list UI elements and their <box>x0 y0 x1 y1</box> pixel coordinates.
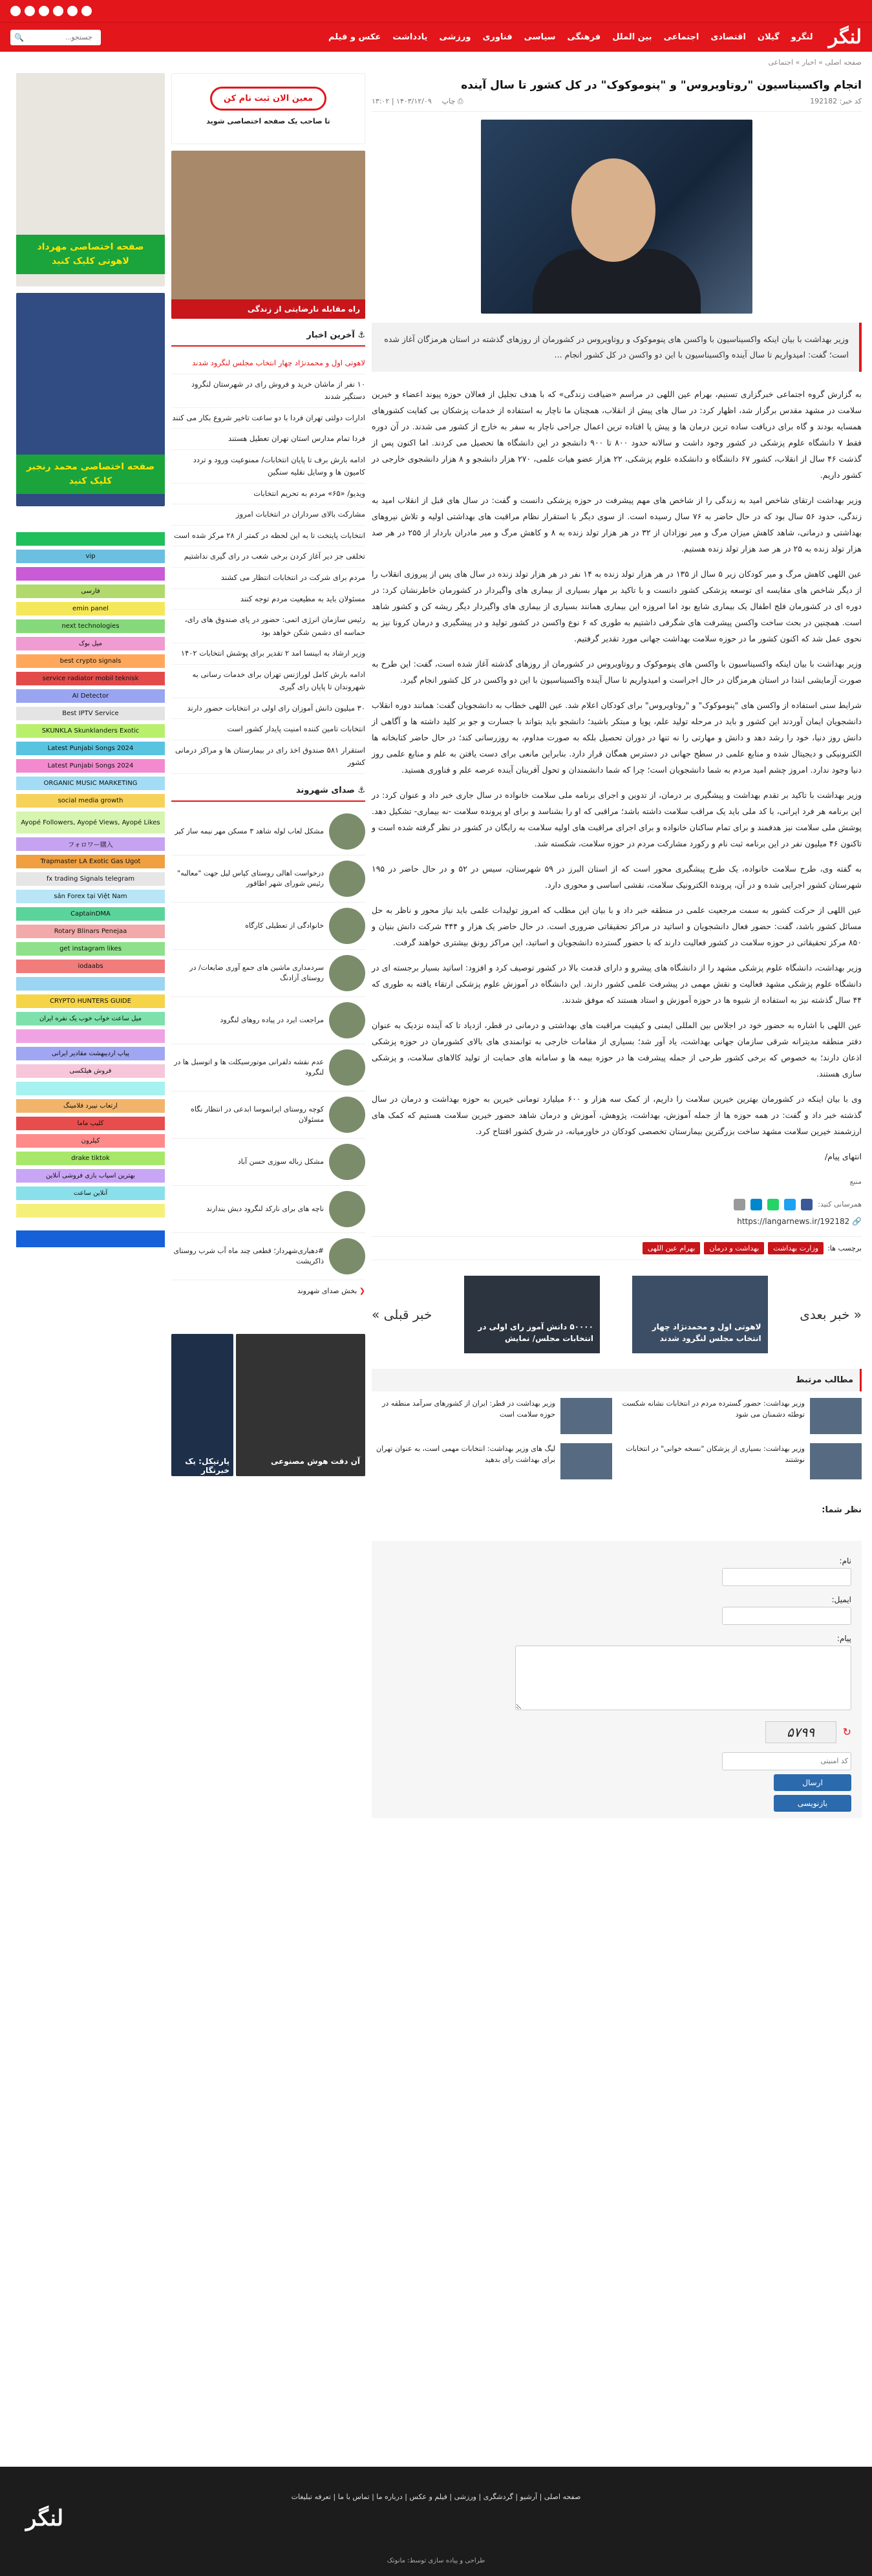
next-article-link[interactable]: « خبر بعدی <box>800 1306 862 1322</box>
text-ad[interactable]: Ayopé Followers, Ayopé Views, Ayopé Likes <box>16 811 165 833</box>
menu-item[interactable]: اقتصادی <box>710 32 746 42</box>
menu-item[interactable]: بین الملل <box>612 32 652 42</box>
article-lead: وزیر بهداشت با بیان اینکه واکسیناسیون با واکسن های پنوموکوک و روتاویروس در کشورمان از روزهای گذشته در استان هرمزگان آغاز شده است؛ گفت: امیدواریم تا سال آینده واکسیناسیون با این دو واکسن در کل کشور انجام ... <box>372 323 862 372</box>
text-ad[interactable]: کیلرون <box>16 1134 165 1148</box>
paragraph: وی با بیان اینکه در کشورمان بهترین خیرین سلامت را داریم، از کمک سه هزار و ۶۰۰ میلیارد تومانی خیرین به حوزه بهداشت و درمان در سال گذشته خبر داد و گفت: در همه حوزه ها از جمله آموزش، بهداشت، پژوهش، آموزش و درمان شاهد حضور خیرین سلامت هستیم که کمک های ارزشمند خیرین سلامت مشهد ساخت بزرگترین بیمارستان تخصصی کودکان در خاورمیانه، در شرق کشور افتتاح کرد. <box>372 1093 862 1136</box>
news-item[interactable]: ۳۰ میلیون دانش آموزان رای اولی در انتخابات حضور دارند <box>171 698 365 720</box>
instagram-icon[interactable] <box>10 6 21 16</box>
paragraph: عین اللهی کاهش مرگ و میر کودکان زیر ۵ سال از ۱۳۵ در هر هزار تولد زنده به ۱۴ نفر در هر هزار تولد زنده در سال های پس از پیروزی انقلاب را از دیگر شاخص های مقایسه ای توسعه پزشکی کشور دانست و با تاکید بر مهار بسیاری از بیماری های واگیردار در کشورمان خاطرنشان کرد: در دوره ای در کشورمان فلج اطفال یک بیماری شایع بود اما امروزه این بیماری همانند بسیاری از بیماری های واگیردار دیگر ریشه کن و کشور شاهد است. همچنین در بحث ساخت واکسن پیشرفت های شگرفی داشتیم به طوری که ۶ نوع واکسن در کشور تولید و در پیشگیری و درمان کرونا نیز به نحوی عمل شد که اکنون کشور ما در حوزه سلامت بهداشت جهانی مورد تقدیر گرفتیم. <box>372 568 862 643</box>
related-item[interactable]: وزیر بهداشت: حضور گسترده مردم در انتخابات نشانه شکست توطئه دشمنان می شود <box>621 1398 862 1434</box>
paragraph: انتهای پیام/ <box>824 1151 862 1161</box>
paragraph: وزیر بهداشت، دانشگاه علوم پزشکی مشهد را از دانشگاه های پیشرو و دارای قدمت بالا در کشور توصیف کرد و افزود: اساتید بسیار برجسته ای در دانشگاه علوم پزشکی مشهد فعالیت و نقش مهمی در پیشرفت علمی کشور دارند. این دانشگاه در آموزش علوم پزشکی ارتقاء یافته به طوری که ۴۴ سال گذشته نیز به استفاده از شیوه ها در حوزه آموزش و استاد هستند که موفق شدند. <box>372 962 862 1005</box>
citizen-voice-list <box>171 808 365 1280</box>
voice-item[interactable]: درخواست اهالی روستای کپاس لیل جهت "معالبه" رئیس شورای شهر اطاقور <box>171 855 365 903</box>
paragraph: شرایط سنی استفاده از واکسن های "پنوموکوک" و "روتاویروس" برای کودکان اعلام شد. عین اللهی خطاب به دانشجویان گفت: همانند دوره انقلاب دانشجویان ایمان آوردند این کشور و باید در مرحله تولید علم، پویا و مبتکر باشید؛ دانشجو باید بتواند با جسارت و جو بر کلید داشته ها و آگاهی از دانش روز دنیا، خود را رشد دهد و دانش و مهارتی را نه تنها در دوران تحصیل بلکه به صورت مداوم، به روزرسانی کند؛ در حال حاضر کتابخانه ها الکترونیکی و دیجیتال شده و منابع علمی در سطح جهانی در دسترس همگان قرار دارد. بنابراین مانعی برای دست یافتن به علم و منابع علمی روز دنیا وجود ندارد. امروز چشم امید مردم به شما دانشجویان است؛ چرا که شما دانشمندان و تحول آفرینان آینده عرصه علم و فناوری هستید. <box>372 700 862 775</box>
menu-item[interactable]: لنگرو <box>791 32 813 42</box>
source-label: منبع <box>849 1177 862 1186</box>
text-ad[interactable]: کلیپ ماما <box>16 1117 165 1130</box>
footer <box>0 2467 872 2576</box>
text-ad[interactable]: best crypto signals <box>16 654 165 668</box>
search-input[interactable] <box>28 34 92 41</box>
social-links <box>10 6 92 16</box>
citizen-voice-heading: ⚓ صدای شهروند <box>171 780 365 802</box>
text-ad[interactable]: میل بوک <box>16 637 165 650</box>
tag[interactable]: وزارت بهداشت <box>768 1242 824 1254</box>
paragraph: وزیر بهداشت با تاکید بر تقدم بهداشت و پیشگیری بر درمان، از تدوین و اجرای برنامه ملی سلامت خانواده در سال جاری خبر داد و عنوان کرد: در این برنامه هر فرد ایرانی، با کد ملی باید یک مراقب سلامت داشته باشد؛ مراقبی که او را بشناسد و برای او پرونده سلامت -نه بیماری- تشکیل دهد. پوشش ملی سلامت نیز هدفمند و برای تمام ساکنان خانواده و برای اجرای مراقبت های اولیه سلامت به رایگان در کشور در نظر گرفته شده است و تاکنون ۴۶ میلیون نفر در این برنامه ثبت نام و رکورد مشارکت مردم در حوزه سلامت، شکسته شد. <box>372 789 862 848</box>
captcha-input[interactable] <box>722 1752 851 1770</box>
menu-item[interactable]: یادداشت <box>392 32 428 42</box>
breadcrumb: صفحه اصلی » اخبار » اجتماعی <box>768 58 862 67</box>
main-nav <box>0 22 872 52</box>
menu-item[interactable]: فرهنگی <box>567 32 601 42</box>
text-ad[interactable]: drake tiktok <box>16 1152 165 1165</box>
text-ad[interactable] <box>16 977 165 991</box>
text-ad[interactable] <box>16 1029 165 1043</box>
search-icon[interactable]: 🔍 <box>14 32 24 42</box>
article-title: انجام واکسیناسیون "روتاویروس" و "پنوموکوک" در کل کشور تا سال آینده <box>461 79 862 92</box>
news-item[interactable]: انتخابات تامین کننده امنیت پایدار کشور است <box>171 719 365 740</box>
paragraph: وزیر بهداشت ارتقای شاخص امید به زندگی را از شاخص های مهم پیشرفت در حوزه پزشکی دانست و گفت: در سال های قبل از انقلاب امید به زندگی، حدود ۵۶ سال بود که در حال حاضر به ۷۶ سال رسیده است. از سوی دیگر با استقرار نظام مراقبت های بهداشتی اولیه و تلاش نیروهای بهداشتی و درمانی، شاهد کاهش میزان مرگ و میر نوزادان از ۳۲ در هر هزار تولد زنده به ۸ و کاهش مرگ و میر مادران باردار از ۲۵۵ در هر صد هزار تولد زنده به ۲۵ در هر صد هزار تولد زنده هستیم. <box>372 495 862 553</box>
featured-story[interactable]: راه مقابله نارضایتی از زندگی <box>171 151 365 319</box>
text-ad[interactable] <box>16 1082 165 1095</box>
article-meta <box>372 97 862 112</box>
submit-button[interactable]: ارسال <box>774 1774 851 1791</box>
name-field[interactable] <box>722 1568 851 1586</box>
rss-icon[interactable] <box>81 6 92 16</box>
paragraph: وزیر بهداشت با بیان اینکه واکسیناسیون با واکسن های پنوموکوک و روتاویروس در کشورمان از روزهای گذشته آغاز شده است، گفت: این طرح به صورت آزمایشی ابتدا در استان هرمزگان در حال اجراست و امیدواریم تا سال آینده واکسیناسیون با این دو واکسن در کل کشور انجام گیرد. <box>372 658 862 685</box>
captcha-refresh-icon[interactable]: ↻ <box>842 1726 851 1739</box>
latest-news-list <box>171 353 365 774</box>
voice-item[interactable]: خانوادگی از تعطیلی کارگاه <box>171 903 365 950</box>
text-ad[interactable]: service radiator mobil teknisk <box>16 672 165 685</box>
text-ad[interactable]: Rotary Blinars Penejaa <box>16 925 165 938</box>
menu-item[interactable]: فناوری <box>482 32 513 42</box>
reset-button[interactable]: بازنویسی <box>774 1795 851 1812</box>
facebook-icon[interactable] <box>801 1199 813 1210</box>
publish-date: ۱۴۰۳/۱۲/۰۹ | ۱۳:۰۲ <box>372 97 432 106</box>
news-item[interactable]: تخلفی جز دیر آغاز کردن برخی شعب در رای گیری نداشتیم <box>171 546 365 568</box>
email-field[interactable] <box>722 1607 851 1625</box>
comment-form <box>372 1505 862 1818</box>
related-heading: مطالب مرتبط <box>372 1369 862 1391</box>
twitter-icon[interactable] <box>25 6 35 16</box>
text-ad[interactable]: ORGANIC MUSIC MARKETING <box>16 777 165 790</box>
menu-item[interactable]: ورزشی <box>439 32 471 42</box>
related-thumb <box>810 1443 862 1479</box>
footer-logo[interactable]: لنگر <box>26 2506 64 2531</box>
site-logo[interactable]: لنگر <box>828 26 862 48</box>
text-ad[interactable]: فارسی <box>16 585 165 598</box>
text-ad[interactable]: ارتعاب نیبرد فلامینگ <box>16 1099 165 1113</box>
name-label: نام: <box>839 1556 851 1565</box>
middle-sidebar <box>171 73 365 1818</box>
message-field[interactable] <box>515 1646 851 1710</box>
next-article-card[interactable]: لاهوتی اول و محمدنژاد چهار انتخاب مجلس لنگرود شدند <box>632 1276 768 1353</box>
text-ad[interactable]: social media growth <box>16 794 165 808</box>
news-item[interactable]: مردم برای شرکت در انتخابات انتظار می کشند <box>171 568 365 589</box>
news-item[interactable]: ویدیو/ «۶۵» مردم به تحریم انتخابات <box>171 484 365 505</box>
menu-item[interactable]: اجتماعی <box>663 32 699 42</box>
video-strip <box>171 1334 365 1483</box>
text-ad[interactable]: CRYPTO HUNTERS GUIDE <box>16 994 165 1008</box>
article-navigation <box>372 1276 862 1353</box>
news-item[interactable]: استقرار ۵۸۱ صندوق اخذ رای در بیمارستان ها و مراکز درمانی کشور <box>171 740 365 774</box>
footer-links[interactable]: صفحه اصلی | آرشیو | گردشگری | ورزشی | فیلم و عکس | درباره ما | تماس با ما | تعرفه تبلیغات <box>291 2493 581 2501</box>
text-ad[interactable]: next technologies <box>16 619 165 633</box>
text-ad[interactable]: SKUNKLA Skunklanders Exotic <box>16 724 165 738</box>
related-item[interactable]: لیگ های وزیر بهداشت: انتخابات مهمی است، به عنوان تهران برای بهداشت رای بدهید <box>372 1443 612 1479</box>
register-ad[interactable]: معین الان ثبت نام کن تا صاحب یک صفحه اختصاصی شوید <box>171 73 365 144</box>
text-ad[interactable]: AI Detector <box>16 689 165 703</box>
news-item[interactable]: ادامه بارش کامل لوراژنس تهران برای خدمات رسانی به شهروندان تا پایان رای گیری <box>171 665 365 698</box>
text-ad[interactable]: フォロワー購入 <box>16 837 165 851</box>
latest-news-heading: ⚓ آخرین اخبار <box>171 325 365 347</box>
news-item[interactable]: ۱۰ نفر از ماشان خرید و فروش رای در شهرستان لنگرود دستگیر شدند <box>171 374 365 408</box>
text-ad[interactable]: emin panel <box>16 602 165 616</box>
paragraph: به گفته وی، طرح سلامت خانواده، یک طرح پیشگیری محور است که از استان البرز در ۵۹ شهرستان، سیس در ۵۲ و در حال حاضر در ۱۹۵ شهرستان کشور اجرایی شده و در آن، پرونده الکترونیک سلامت، نقشی اساسی و محوری دارد. <box>372 863 862 890</box>
video-card[interactable]: پارتیکل: یک خبرنگار <box>171 1334 233 1476</box>
menu-item[interactable]: سیاسی <box>524 32 556 42</box>
twitter-icon[interactable] <box>784 1199 796 1210</box>
news-code: کد خبر: 192182 <box>810 97 862 106</box>
related-item[interactable]: وزیر بهداشت در قطر: ایران از کشورهای سرآمد منطقه در حوزه سلامت است <box>372 1398 612 1434</box>
text-ad[interactable]: آنلاین ساعت <box>16 1186 165 1200</box>
text-ads <box>16 532 165 1218</box>
prev-article-card[interactable]: ۵۰۰۰۰ دانش آموز رای اولی در انتخابات مجلس/ نمایش <box>464 1276 600 1353</box>
aparat-icon[interactable] <box>67 6 78 16</box>
paragraph: به گزارش گروه اجتماعی خبرگزاری تسنیم، بهرام عین اللهی در مراسم «ضیافت زندگی» که با هدف تجلیل از فعالان حوزه پیوند اعضاء و خیرین سلامت در مشهد مقدس برگزار شد، اظهار کرد: در سال های پیش از انقلاب، همچنان ما ناچار به استفاده از خدمات پزشکان بی کفایت کشورهای همسایه بودند و گاه برای دریافت ساده ترین درمان ها و پیش پا افتاده ترین اعمال جراحی ناچار به سفر به خارج از کشور می شدند. در آن دوره فقط ۷ دانشگاه علوم پزشکی در کشور وجود داشت و سالانه حدود ۸۰۰ تا ۹۰۰ دانشجو در این دانشگاه ها تحصیل می کردند. اما اکنون پس از گذشت ۴۶ سال از انقلاب، کشور ۶۷ دانشگاه و دانشکده علوم پزشکی، ۲۲ هزار عضو هیات علمی، ۲۷۰ هزار دانشجو و ۸ هزار دانشجوی خارجی در کشور داریم. <box>372 389 862 480</box>
voice-item[interactable]: #دهیاری‌شهردار؛ قطعی چند ماه آب شرب روستای ذاکرپشت <box>171 1233 365 1280</box>
text-ad[interactable] <box>16 1204 165 1218</box>
news-item[interactable]: انتخابات پایتخت تا به این لحظه در کمتر از ۲۸ مرکز شده است <box>171 526 365 547</box>
banner-ad[interactable] <box>16 1230 165 1247</box>
text-ad[interactable]: fx trading Signals telegram <box>16 872 165 886</box>
voice-item[interactable]: عدم نقشه دلفرانی موتورسیکلت ها و اتوسبل ها در لنگرود <box>171 1044 365 1091</box>
candidate-ad[interactable]: صفحه اختصاصی مهرداد لاهوتی کلیک کنید <box>16 73 165 286</box>
voice-more-link[interactable]: ❮ بخش صدای شهروند <box>297 1287 365 1296</box>
whatsapp-icon[interactable] <box>53 6 63 16</box>
tags-label: برچسب ها: <box>827 1243 862 1252</box>
related-item[interactable]: وزیر بهداشت: بسیاری از پزشکان "نسخه خوانی" در انتخابات نوشتند <box>621 1443 862 1479</box>
captcha-row <box>382 1721 851 1743</box>
related-thumb <box>560 1398 612 1434</box>
text-ad[interactable]: Latest Punjabi Songs 2024 <box>16 742 165 755</box>
text-ad[interactable]: Best IPTV Service <box>16 707 165 720</box>
text-ad[interactable]: فروش هیلکسی <box>16 1064 165 1078</box>
print-button[interactable]: ⎙ چاپ <box>441 97 463 106</box>
whatsapp-icon[interactable] <box>767 1199 779 1210</box>
text-ad[interactable]: بهترین اسپاب بازی فروشی آنلاین <box>16 1169 165 1183</box>
text-ad[interactable] <box>16 532 165 546</box>
news-item[interactable]: لاهوتی اول و محمدنژاد چهار انتخاب مجلس لنگرود شدند <box>171 353 365 374</box>
text-ad[interactable]: sản Forex tại Việt Nam <box>16 890 165 903</box>
text-ad[interactable]: CaptainDMA <box>16 907 165 921</box>
prev-article-link[interactable]: خبر قبلی » <box>372 1306 432 1322</box>
text-ad[interactable] <box>16 567 165 581</box>
news-item[interactable]: ادامه بارش برف تا پایان انتخابات/ ممنوعیت ورود و تردد کامیون ها و وسایل نقلیه سنگین <box>171 450 365 484</box>
short-link[interactable]: 🔗 https://langarnews.ir/192182 <box>737 1216 862 1226</box>
article-image <box>481 120 752 314</box>
voice-item[interactable]: مشکل لعاب لوله شاهد ۳ مسکن مهر نیمه ساز کیز <box>171 808 365 855</box>
article-body <box>372 386 862 1165</box>
paragraph: عین اللهی از حرکت کشور به سمت مرجعیت علمی در منطقه خبر داد و با بیان این مطلب که امروز تولیدات علمی باید نیاز محور و ناظر به حل مسائل کشور باشد، گفت: حضور فعال دانشجویان و اساتید در مراکز تحقیقاتی ضروری است. در حال حاضر یک هزار و ۴۴۴ شرکت دانش بنیان و ۸۵۰ مرکز تحقیقاتی در حوزه سلامت در کشور فعالیت دارند که با حضور گسترده دانشجویان و اساتید، این مراکز رونق بیشتری خواهند گرفت. <box>372 905 862 947</box>
news-item[interactable]: فردا تمام مدارس استان تهران تعطیل هستند <box>171 429 365 450</box>
voice-item[interactable]: کوچه روستای ایرانموسا ابدعی در انتظار نگاه مسئولان <box>171 1091 365 1139</box>
voice-item[interactable]: مشکل زباله سوزی حسن آباد <box>171 1139 365 1186</box>
related-thumb <box>810 1398 862 1434</box>
voice-item[interactable]: مراجعت ایرد در پیاده روهای لنگرود <box>171 997 365 1044</box>
footer-credit: طراحی و پیاده سازی توسط: مانوتک <box>387 2557 485 2564</box>
tag[interactable]: بهرام عین اللهی <box>643 1242 701 1254</box>
message-label: پیام: <box>836 1633 851 1643</box>
text-ad[interactable]: Latest Punjabi Songs 2024 <box>16 759 165 773</box>
menu-item[interactable]: عکس و فیلم <box>328 32 381 42</box>
news-item[interactable]: مشارکت بالای سرداران در انتخابات امروز <box>171 504 365 526</box>
text-ad[interactable]: Trapmaster LA Exotic Gas Ugot <box>16 855 165 868</box>
telegram-icon[interactable] <box>750 1199 762 1210</box>
tag[interactable]: بهداشت و درمان <box>704 1242 764 1254</box>
share-bar <box>372 1177 862 1186</box>
search-box <box>10 30 101 45</box>
text-ad[interactable]: iodaabs <box>16 960 165 973</box>
tags-row <box>372 1236 862 1260</box>
voice-item[interactable]: سردمداری ماشین های جمع آوری ضایعات/ در روستای آزادنگ <box>171 950 365 997</box>
menu-item[interactable]: گیلان <box>757 32 780 42</box>
video-card[interactable]: آن دقت هوش مصنوعی <box>236 1334 365 1476</box>
candidate-ad[interactable]: صفحه اختصاصی محمد رنجبر کلیک کنید <box>16 293 165 506</box>
article-column <box>372 73 862 1818</box>
news-item[interactable]: وزیر ارشاد به ابینسا امد ۲ تقدیر برای پوشش انتخابات ۱۴۰۲ <box>171 643 365 665</box>
email-label: ایمیل: <box>831 1594 851 1604</box>
share-row <box>372 1199 862 1210</box>
news-item[interactable]: ادارات دولتی تهران فردا با دو ساعت تاخیر شروع بکار می کنند <box>171 408 365 429</box>
captcha-image: ۵۷۹۹ <box>765 1721 836 1743</box>
paragraph: عین اللهی با اشاره به حضور خود در اجلاس بین المللی ایمنی و کیفیت مراقبت های بهداشتی و درمانی در قطر، ازدیاد تا که آینده نزدیک به عنوان دفتر منطقه مدیترانه شرقی سازمان جهانی بهداشت، یاد آور شد؛ بسیاری از مقامات خارجی به توانمندی های بالای کشورمان در حوزه پزشکی اذعان دارند؛ به خصوص که برخی کشور طرحی از جمله پیشرفت ها در حوزه بیمه ها و سامانه های حمایت از تولید کالاهای سلامت، و پزشکی سازی هستند. <box>372 1020 862 1079</box>
left-sidebar <box>16 73 165 1818</box>
top-bar <box>0 0 872 22</box>
telegram-icon[interactable] <box>39 6 49 16</box>
menu <box>101 32 813 42</box>
text-ad[interactable]: میل ساعت خواب خوب یک نفره ایران <box>16 1012 165 1025</box>
related-thumb <box>560 1443 612 1479</box>
news-item[interactable]: مسئولان باید به مطیعیت مردم توجه کنند <box>171 589 365 610</box>
text-ad[interactable]: vip <box>16 550 165 563</box>
news-item[interactable]: رئیس سازمان انرژی اتمی: حضور در پای صندوق های رای، حماسه ای دشمن شکن خواهد بود <box>171 610 365 643</box>
text-ad[interactable]: پیاپ اردیبهشت مقادیر ایرانی <box>16 1047 165 1060</box>
voice-item[interactable]: ناچه های برای نارکد لنگرود دیش بندارند <box>171 1186 365 1233</box>
related-list <box>372 1398 862 1479</box>
share-label: همرسانی کنید: <box>818 1200 862 1209</box>
email-icon[interactable] <box>734 1199 745 1210</box>
comment-heading: نظر شما: <box>822 1505 862 1515</box>
text-ad[interactable]: get instagram likes <box>16 942 165 956</box>
